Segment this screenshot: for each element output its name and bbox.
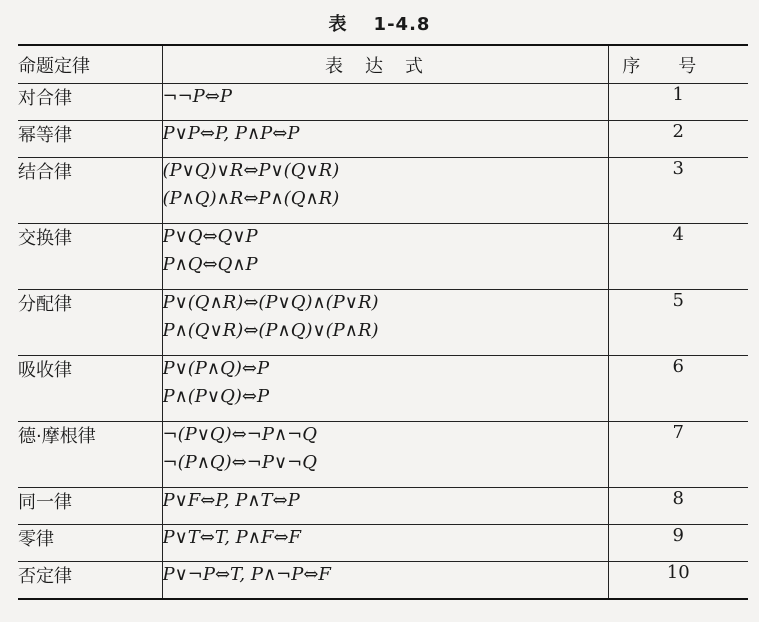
caption-label: 表 — [328, 14, 348, 35]
table-caption — [0, 10, 759, 36]
law-name: 交换律 — [18, 224, 162, 290]
law-number: 4 — [608, 224, 748, 290]
header-expression: 表达式 — [162, 45, 608, 84]
law-expression — [162, 356, 608, 422]
law-number: 5 — [608, 290, 748, 356]
law-expression — [162, 525, 608, 562]
law-number: 7 — [608, 422, 748, 488]
law-name: 分配律 — [18, 290, 162, 356]
law-expression — [162, 84, 608, 121]
law-number: 6 — [608, 356, 748, 422]
law-expression — [162, 121, 608, 158]
table-row — [18, 562, 748, 599]
law-number: 3 — [608, 158, 748, 224]
header-number: 序号 — [608, 45, 748, 84]
law-expression — [162, 158, 608, 224]
expression-line: P∨(P∧Q)⇔P — [162, 358, 270, 379]
law-number: 2 — [608, 121, 748, 158]
expression-line: ¬(P∧Q)⇔¬P∨¬Q — [162, 452, 317, 473]
law-expression — [162, 488, 608, 525]
header-name: 命题定律 — [18, 45, 162, 84]
expression-line: P∧(Q∨R)⇔(P∧Q)∨(P∧R) — [162, 320, 379, 341]
table-row — [18, 356, 748, 422]
law-name: 吸收律 — [18, 356, 162, 422]
law-number: 9 — [608, 525, 748, 562]
table-row — [18, 121, 748, 158]
expression-line: P∧Q⇔Q∧P — [162, 254, 258, 275]
expression-line: P∨P⇔P, P∧P⇔P — [162, 123, 300, 144]
law-number: 8 — [608, 488, 748, 525]
table-row — [18, 525, 748, 562]
laws-table — [18, 44, 748, 600]
expression-line: P∨T⇔T, P∧F⇔F — [162, 527, 302, 548]
table-row — [18, 84, 748, 121]
law-name: 零律 — [18, 525, 162, 562]
table-row — [18, 158, 748, 224]
expression-line: (P∨Q)∨R⇔P∨(Q∨R) — [162, 160, 340, 181]
law-name: 同一律 — [18, 488, 162, 525]
expression-line: P∨¬P⇔T, P∧¬P⇔F — [162, 564, 331, 585]
law-number: 10 — [608, 562, 748, 599]
table-row — [18, 224, 748, 290]
expression-line: ¬¬P⇔P — [162, 86, 232, 107]
law-name: 幂等律 — [18, 121, 162, 158]
table-row — [18, 290, 748, 356]
law-expression — [162, 422, 608, 488]
table-row — [18, 422, 748, 488]
expression-line: P∨F⇔P, P∧T⇔P — [162, 490, 300, 511]
table-row — [18, 488, 748, 525]
expression-line: P∨(Q∧R)⇔(P∨Q)∧(P∨R) — [162, 292, 379, 313]
expression-line: (P∧Q)∧R⇔P∧(Q∧R) — [162, 188, 340, 209]
law-expression — [162, 562, 608, 599]
caption-number: 1-4.8 — [373, 14, 431, 35]
law-name: 否定律 — [18, 562, 162, 599]
header-row — [18, 45, 748, 84]
expression-line: P∨Q⇔Q∨P — [162, 226, 258, 247]
law-number: 1 — [608, 84, 748, 121]
law-expression — [162, 290, 608, 356]
law-name: 结合律 — [18, 158, 162, 224]
expression-line: ¬(P∨Q)⇔¬P∧¬Q — [162, 424, 317, 445]
law-expression — [162, 224, 608, 290]
table-body — [18, 84, 748, 599]
law-name: 对合律 — [18, 84, 162, 121]
law-name: 德·摩根律 — [18, 422, 162, 488]
expression-line: P∧(P∨Q)⇔P — [162, 386, 270, 407]
